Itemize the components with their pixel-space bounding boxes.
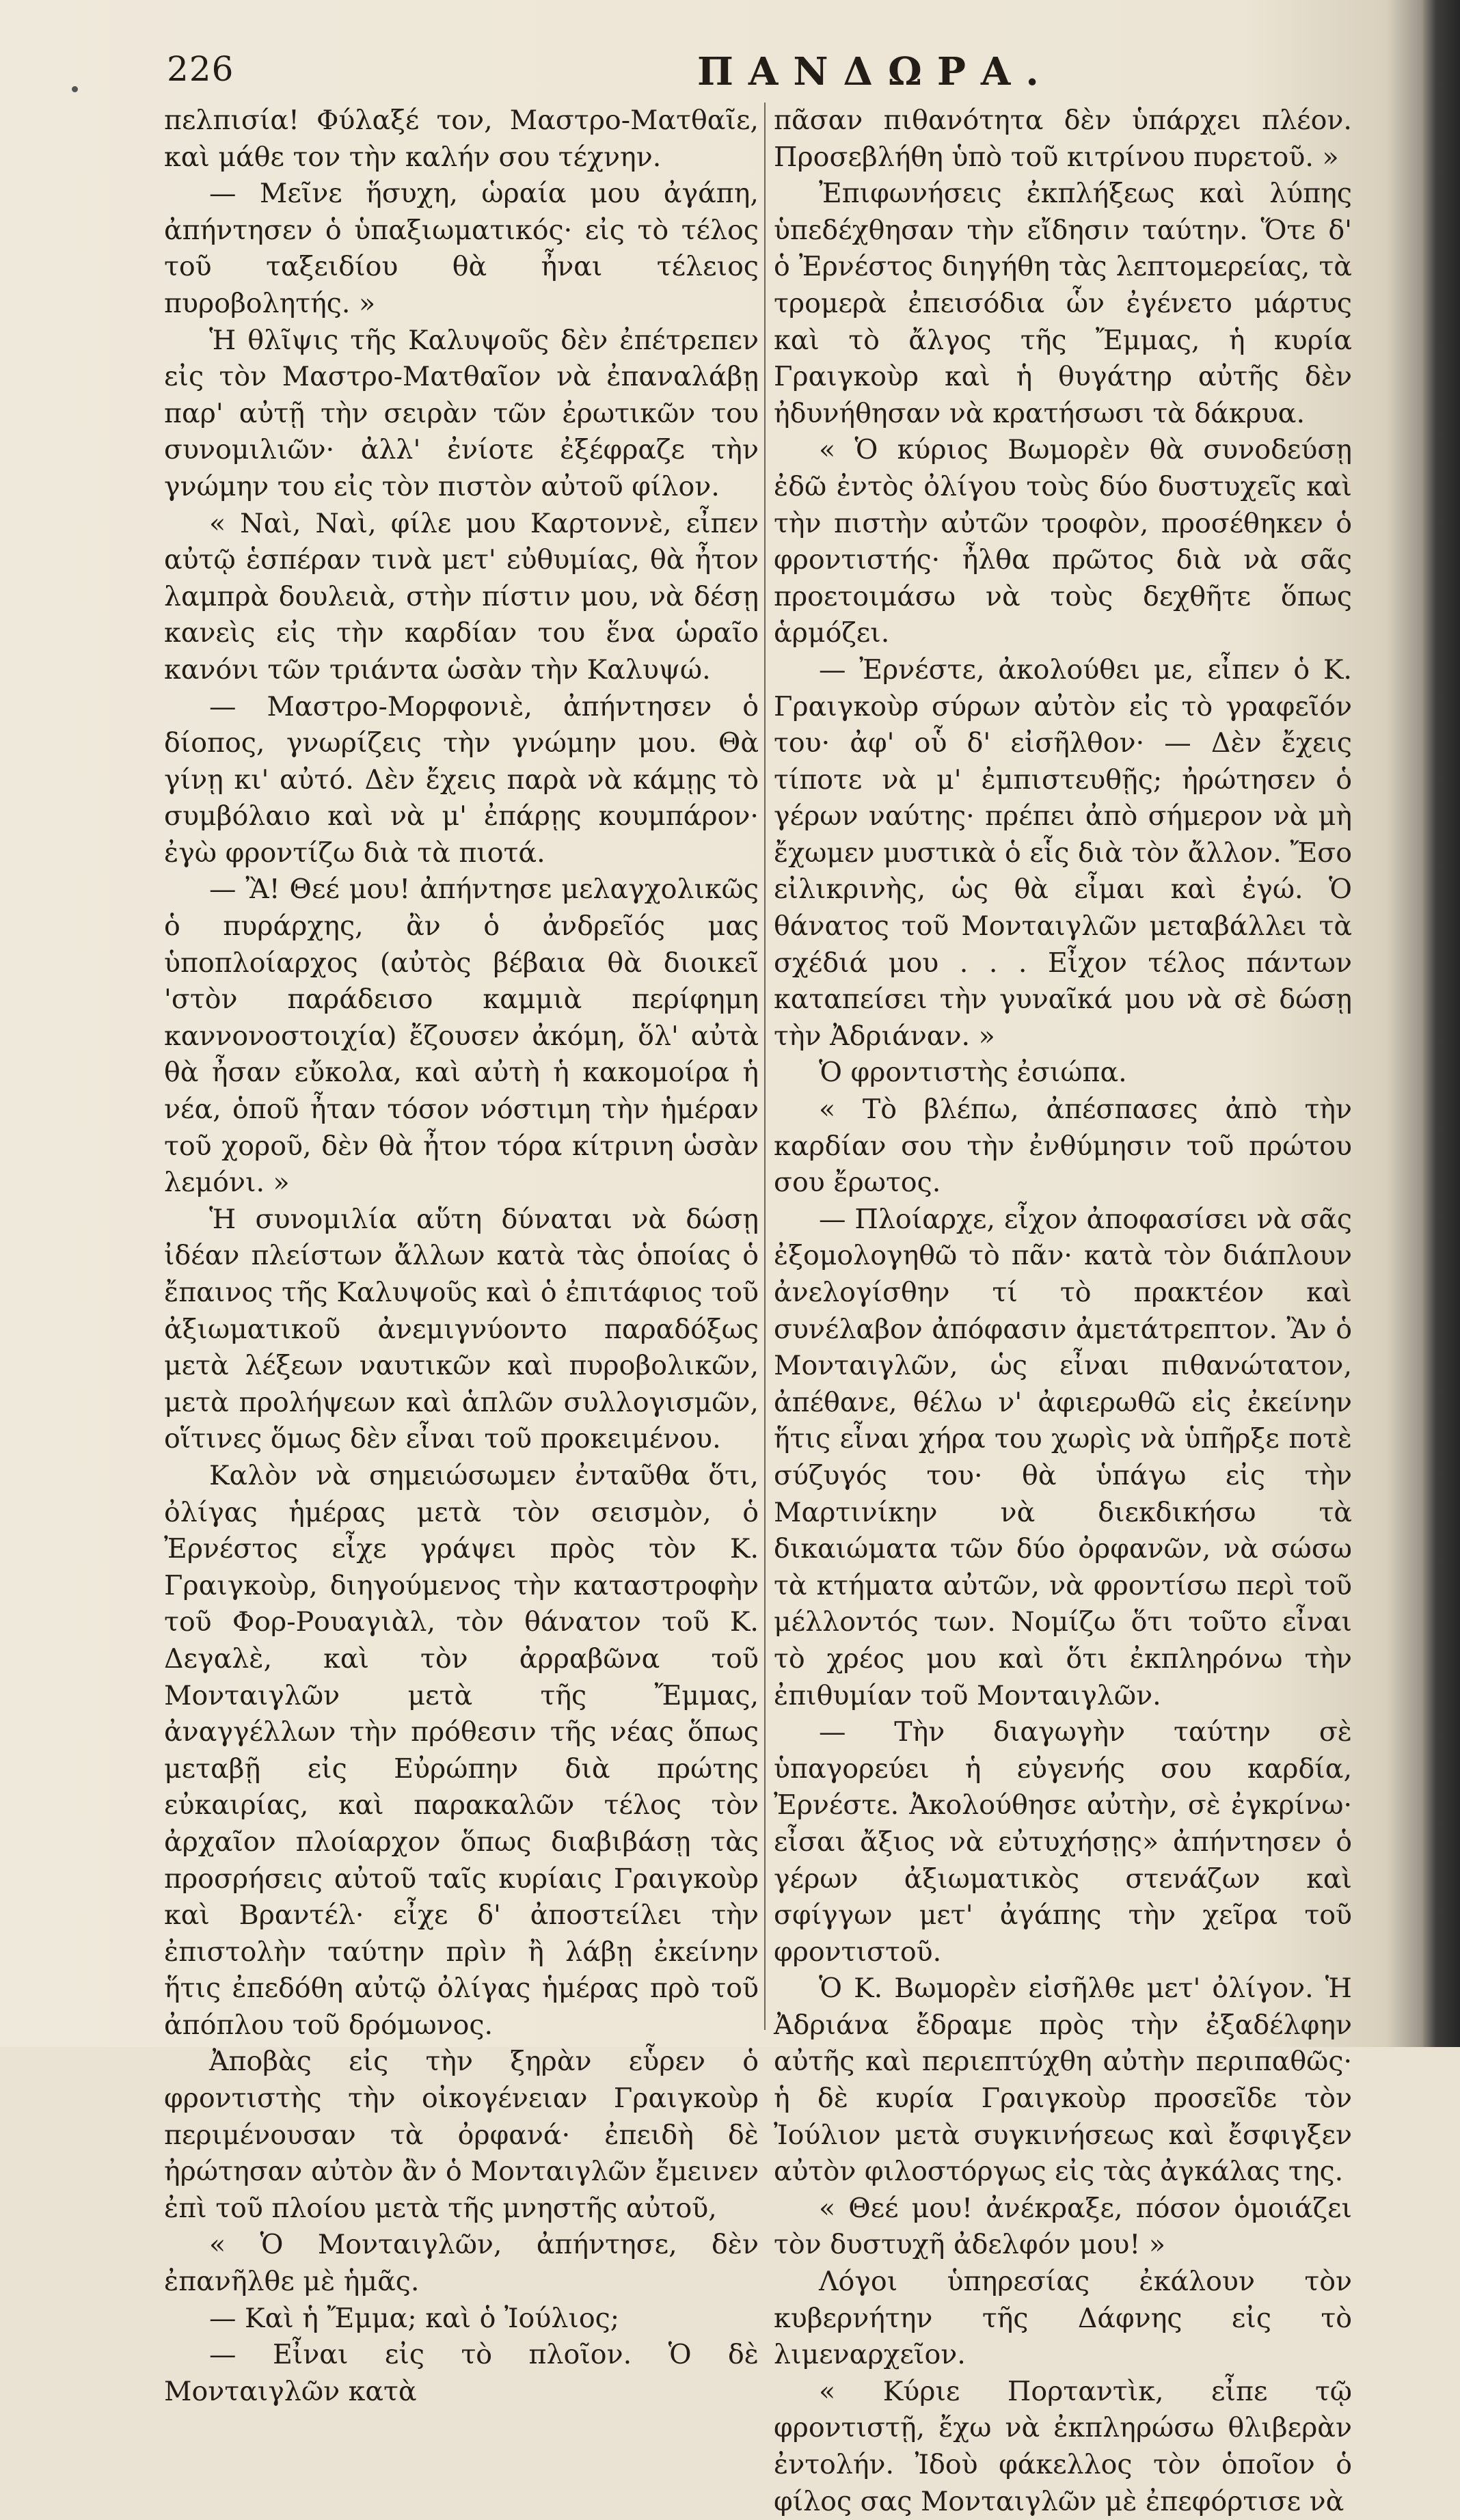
paragraph: πελπισία! Φύλαξέ τον, Μαστρο-Ματθαῖε, καὶ μάθε τον τὴν καλήν σου τέχνην.	[164, 105, 759, 173]
paragraph: Λόγοι ὑπηρεσίας ἐκάλουν τὸν κυβερνήτην τῆς Δάφνης εἰς τὸ λιμεναρχεῖον.	[774, 2266, 1352, 2371]
paragraph: Καλὸν νὰ σημειώσωμεν ἐνταῦθα ὅτι, ὀλίγας ἡμέρας μετὰ τὸν σεισμὸν, ὁ Ἐρνέστος εἶχε γράψει πρὸς τὸν Κ. Γραιγκοὺρ, διηγούμενος τὴν καταστροφὴν τοῦ Φορ-Ρουαγιὰλ, τὸν θάνατον τοῦ Κ. Δεγαλὲ, καὶ τὸν ἀρραβῶνα τοῦ Μονταιγλῶν μετὰ τῆς Ἔμμας, ἀναγγέλλων τὴν πρόθεσιν τῆς νέας ὅπως μεταβῇ εἰς Εὐρώπην διὰ πρώτης εὐκαιρίας, καὶ παρακαλῶν τέλος τὸν ἀρχαῖον πλοίαρχον ὅπως διαβιβάσῃ τὰς προσρήσεις αὐτοῦ ταῖς κυρίαις Γραιγκοὺρ καὶ Βραντέλ· εἶχε δ' ἀποστείλει τὴν ἐπιστολὴν ταύτην πρὶν ἢ λάβῃ ἐκείνην ἥτις ἐπεδόθη αὐτῷ ὀλίγας ἡμέρας πρὸ τοῦ ἀπόπλου τοῦ δρόμωνος.	[164, 1459, 759, 2041]
paragraph: Ἡ συνομιλία αὕτη δύναται νὰ δώσῃ ἰδέαν πλείστων ἄλλων κατὰ τὰς ὁποίας ὁ ἔπαινος τῆς Καλυψοῦς καὶ ὁ ἐπιτάφιος τοῦ ἀξιωματικοῦ ἀνεμιγνύοντο παραδόξως μετὰ λέξεων ναυτικῶν καὶ πυροβολικῶν, μετὰ προλήψεων καὶ ἁπλῶν συλλογισμῶν, οἵτινες ὅμως δὲν εἶναι τοῦ προκειμένου.	[164, 1203, 759, 1455]
paragraph: — Πλοίαρχε, εἶχον ἀποφασίσει νὰ σᾶς ἐξομολογηθῶ τὸ πᾶν· κατὰ τὸν διάπλουν ἀνελογίσθην τί τὸ πρακτέον καὶ συνέλαβον ἀπόφασιν ἀμετάτρεπτον. Ἂν ὁ Μονταιγλῶν, ὡς εἶναι πιθανώτατον, ἀπέθανε, θέλω ν' ἀφιερωθῶ εἰς ἐκείνην ἥτις εἶναι χήρα του χωρὶς νὰ ὑπῆρξε ποτὲ σύζυγός του· θὰ ὑπάγω εἰς τὴν Μαρτινίκην νὰ διεκδικήσω τὰ δικαιώματα τῶν δύο ὀρφανῶν, νὰ σώσω τὰ κτήματα αὐτῶν, νὰ φροντίσω περὶ τοῦ μέλλοντός των. Νομίζω ὅτι τοῦτο εἶναι τὸ χρέος μου καὶ ὅτι ἐκπληρόνω τὴν ἐπιθυμίαν τοῦ Μονταιγλῶν.	[774, 1203, 1352, 1711]
paragraph: « Ὁ Μονταιγλῶν, ἀπήντησε, δὲν ἐπανῆλθε μὲ ἡμᾶς.	[164, 2229, 759, 2298]
paragraph: — Ἂ! Θεέ μου! ἀπήντησε μελαγχολικῶς ὁ πυράρχης, ἂν ὁ ἀνδρεῖός μας ὑποπλοίαρχος (αὐτὸς βέβαια θὰ διοικεῖ 'στὸν παράδεισο καμμιὰ περίφημη καννονοστοιχία) ἔζουσεν ἀκόμη, ὅλ' αὐτὰ θὰ ἦσαν εὔκολα, καὶ αὐτὴ ἡ κακομοίρα ἡ νέα, ὁποῦ ἦταν τόσον νόστιμη τὴν ἡμέραν τοῦ χοροῦ, δὲν θὰ ἦτον τόρα κίτρινη ὡσὰν λεμόνι. »	[164, 873, 759, 1199]
paragraph: « Τὸ βλέπω, ἀπέσπασες ἀπὸ τὴν καρδίαν σου τὴν ἐνθύμησιν τοῦ πρώτου σου ἔρωτος.	[774, 1094, 1352, 1199]
paragraph: — Καὶ ἡ Ἔμμα; καὶ ὁ Ἰούλιος;	[209, 2302, 620, 2334]
running-title: ΠΑΝΔΩΡΑ.	[697, 49, 1054, 94]
right-column	[774, 103, 1352, 2520]
paragraph: Ὁ φροντιστὴς ἐσιώπα.	[819, 1057, 1127, 1089]
paragraph: « Ναὶ, Ναὶ, φίλε μου Καρτοννὲ, εἶπεν αὐτῷ ἑσπέραν τινὰ μετ' εὐθυμίας, θὰ ἦτον λαμπρὰ δουλειὰ, στὴν πίστιν μου, νὰ δέσῃ κανεὶς εἰς τὴν καρδίαν του ἕνα ὡραῖο κανόνι τῶν τριάντα ὡσὰν τὴν Καλυψώ.	[164, 507, 759, 686]
paragraph: πᾶσαν πιθανότητα δὲν ὑπάρχει πλέον. Προσεβλήθη ὑπὸ τοῦ κιτρίνου πυρετοῦ. »	[774, 105, 1352, 173]
ink-spot	[72, 86, 78, 92]
paragraph: « Ὁ κύριος Βωμορὲν θὰ συνοδεύσῃ ἐδῶ ἐντὸς ὀλίγου τοὺς δύο δυστυχεῖς καὶ τὴν πιστὴν αὐτῶν τροφὸν, προσέθηκεν ὁ φροντιστής· ἦλθα πρῶτος διὰ νὰ σᾶς προετοιμάσω νὰ τοὺς δεχθῆτε ὅπως ἁρμόζει.	[774, 434, 1352, 649]
page-number: 226	[167, 49, 234, 89]
paragraph: — Τὴν διαγωγὴν ταύτην σὲ ὑπαγορεύει ἡ εὐγενής σου καρδία, Ἐρνέστε. Ἀκολούθησε αὐτὴν, σὲ ἐγκρίνω· εἶσαι ἄξιος νὰ εὐτυχήσῃς» ἀπήντησεν ὁ γέρων ἀξιωματικὸς στενάζων καὶ σφίγγων μετ' ἀγάπης τὴν χεῖρα τοῦ φροντιστοῦ.	[774, 1716, 1352, 1968]
page-header	[157, 49, 1374, 111]
column-divider	[764, 103, 766, 2030]
page-edge-shadow	[1426, 0, 1460, 2047]
paragraph: — Μαστρο-Μορφονιὲ, ἀπήντησεν ὁ δίοπος, γνωρίζεις τὴν γνώμην μου. Θὰ γίνῃ κι' αὐτό. Δὲν ἔχεις παρὰ νὰ κάμῃς τὸ συμβόλαιο καὶ νὰ μ' ἐπάρῃς κουμπάρον· ἐγὼ φροντίζω διὰ τὰ πιοτά.	[164, 690, 759, 869]
paragraph: « Θεέ μου! ἀνέκραξε, πόσον ὁμοιάζει τὸν δυστυχῆ ἀδελφόν μου! »	[774, 2192, 1352, 2261]
paragraph: — Μεῖνε ἥσυχη, ὡραία μου ἀγάπη, ἀπήντησεν ὁ ὑπαξιωματικός· εἰς τὸ τέλος τοῦ ταξειδίου θὰ ἦναι τέλειος πυροβολητής. »	[164, 178, 759, 319]
paragraph: Ἐπιφωνήσεις ἐκπλήξεως καὶ λύπης ὑπεδέχθησαν τὴν εἴδησιν ταύτην. Ὅτε δ' ὁ Ἐρνέστος διηγήθη τὰς λεπτομερείας, τὰ τρομερὰ ἐπεισόδια ὧν ἐγένετο μάρτυς καὶ τὸ ἄλγος τῆς Ἔμμας, ἡ κυρία Γραιγκοὺρ καὶ ἡ θυγάτηρ αὐτῆς δὲν ἠδυνήθησαν νὰ κρατήσωσι τὰ δάκρυα.	[774, 178, 1352, 429]
paragraph: Ὁ Κ. Βωμορὲν εἰσῆλθε μετ' ὀλίγον. Ἡ Ἀδριάνα ἔδραμε πρὸς τὴν ἐξαδέλφην αὐτῆς καὶ περιεπτύχθη αὐτὴν περιπαθῶς· ἡ δὲ κυρία Γραιγκοὺρ προσεῖδε τὸν Ἰούλιον μετὰ συγκινήσεως καὶ ἔσφιγξεν αὐτὸν φιλοστόργως εἰς τὰς ἀγκάλας της.	[774, 1973, 1352, 2188]
paragraph: Ἡ θλῖψις τῆς Καλυψοῦς δὲν ἐπέτρεπεν εἰς τὸν Μαστρο-Ματθαῖον νὰ ἐπαναλάβῃ παρ' αὐτῇ τὴν σειρὰν τῶν ἐρωτικῶν του συνομιλιῶν· ἀλλ' ἐνίοτε ἐξέφραζε τὴν γνώμην του εἰς τὸν πιστὸν αὐτοῦ φίλον.	[164, 324, 759, 502]
paragraph: « Κύριε Πορταντὶκ, εἶπε τῷ φροντιστῇ, ἔχω νὰ ἐκπληρώσω θλιβερὰν ἐντολήν. Ἰδοὺ φάκελλος τὸν ὁποῖον ὁ φίλος σας Μονταιγλῶν μὲ ἐπεφόρτισε νὰ	[774, 2375, 1352, 2517]
paragraph: — Ἐρνέστε, ἀκολούθει με, εἶπεν ὁ Κ. Γραιγκοὺρ σύρων αὐτὸν εἰς τὸ γραφεῖόν του· ἀφ' οὗ δ' εἰσῆλθον· — Δὲν ἔχεις τίποτε νὰ μ' ἐμπιστευθῇς; ἠρώτησεν ὁ γέρων ναύτης· πρέπει ἀπὸ σήμερον νὰ μὴ ἔχωμεν μυστικὰ ὁ εἷς διὰ τὸν ἄλλον. Ἔσο εἰλικρινὴς, ὡς θὰ εἶμαι καὶ ἐγώ. Ὁ θάνατος τοῦ Μονταιγλῶν μεταβάλλει τὰ σχέδιά μου . . . Εἶχον τέλος πάντων καταπείσει τὴν γυναῖκά μου νὰ σὲ δώσῃ τὴν Ἀδριάναν. »	[774, 653, 1352, 1052]
paragraph: — Εἶναι εἰς τὸ πλοῖον. Ὁ δὲ Μονταιγλῶν κατὰ	[164, 2339, 759, 2407]
left-column	[164, 103, 759, 2410]
paragraph: Ἀποβὰς εἰς τὴν ξηρὰν εὗρεν ὁ φροντιστὴς τὴν οἰκογένειαν Γραιγκοὺρ περιμένουσαν τὰ ὀρφανά· ἐπειδὴ δὲ ἠρώτησαν αὐτὸν ἂν ὁ Μονταιγλῶν ἔμεινεν ἐπὶ τοῦ πλοίου μετὰ τῆς μνηστῆς αὐτοῦ,	[164, 2046, 759, 2224]
